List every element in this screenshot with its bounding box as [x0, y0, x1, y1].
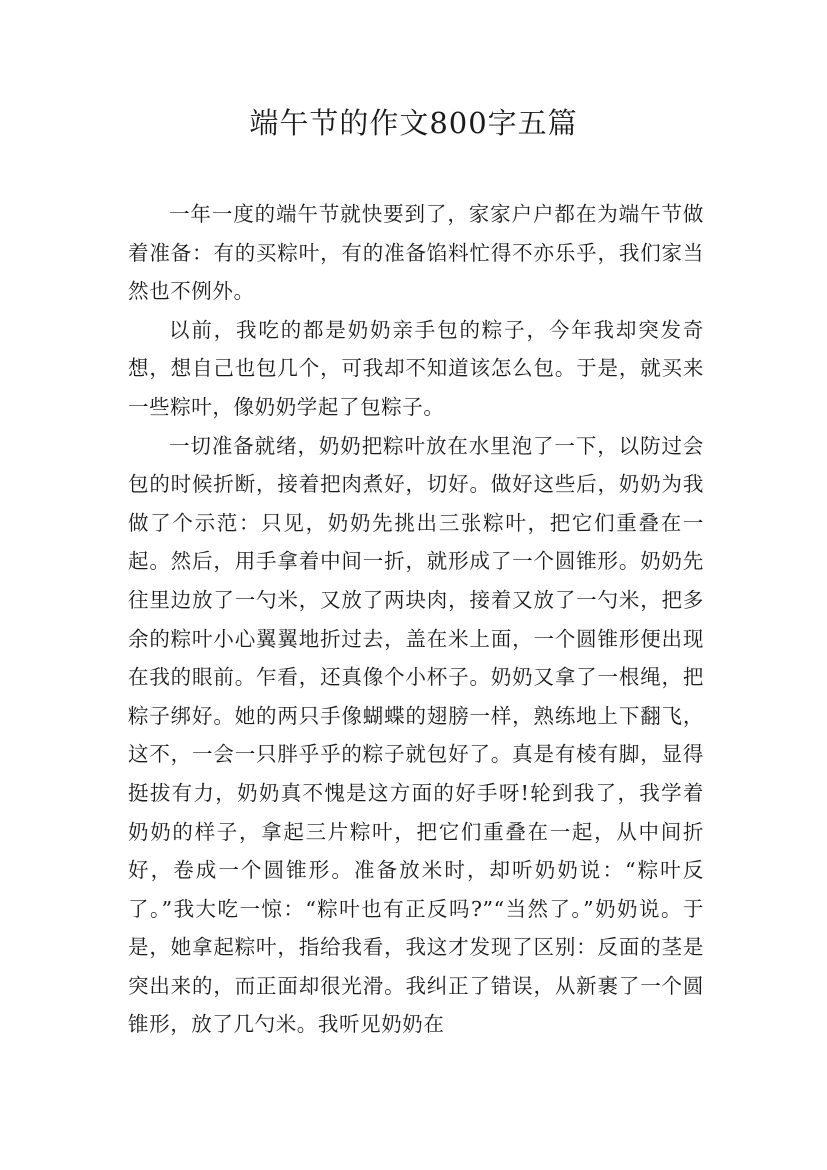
- paragraph-3: 一切准备就绪，奶奶把粽叶放在水里泡了一下，以防过会包的时候折断，接着把肉煮好，切好。做好这些后，奶奶为我做了个示范：只见，奶奶先挑出三张粽叶，把它们重叠在一起。然后，用手拿着中间一折，就形成了一个圆锥形。奶奶先往里边放了一勺米，又放了两块肉，接着又放了一勺米，把多余的粽叶小心翼翼地折过去，盖在米上面，一个圆锥形便出现在我的眼前。乍看，还真像个小杯子。奶奶又拿了一根绳，把粽子绑好。她的两只手像蝴蝶的翅膀一样，熟练地上下翻飞，这不，一会一只胖乎乎的粽子就包好了。真是有棱有脚，显得挺拔有力，奶奶真不愧是这方面的好手呀!轮到我了，我学着奶奶的样子，拿起三片粽叶，把它们重叠在一起，从中间折好，卷成一个圆锥形。准备放米时，却听奶奶说：“粽叶反了。”我大吃一惊：“粽叶也有正反吗?”“当然了。”奶奶说。于是，她拿起粽叶，指给我看，我这才发现了区别：反面的茎是突出来的，而正面却很光滑。我纠正了错误，从新裹了一个圆锥形，放了几勺米。我听见奶奶在: [128, 433, 704, 1037]
- document-body: [128, 195, 704, 1044]
- paragraph-1: 一年一度的端午节就快要到了，家家户户都在为端午节做着准备：有的买粽叶，有的准备馅料忙得不亦乐乎，我们家当然也不例外。: [128, 202, 704, 304]
- paragraph-2: 以前，我吃的都是奶奶亲手包的粽子，今年我却突发奇想，想自己也包几个，可我却不知道该怎么包。于是，就买来一些粽叶，像奶奶学起了包粽子。: [128, 317, 704, 419]
- document-title: 端午节的作文800字五篇: [249, 106, 578, 140]
